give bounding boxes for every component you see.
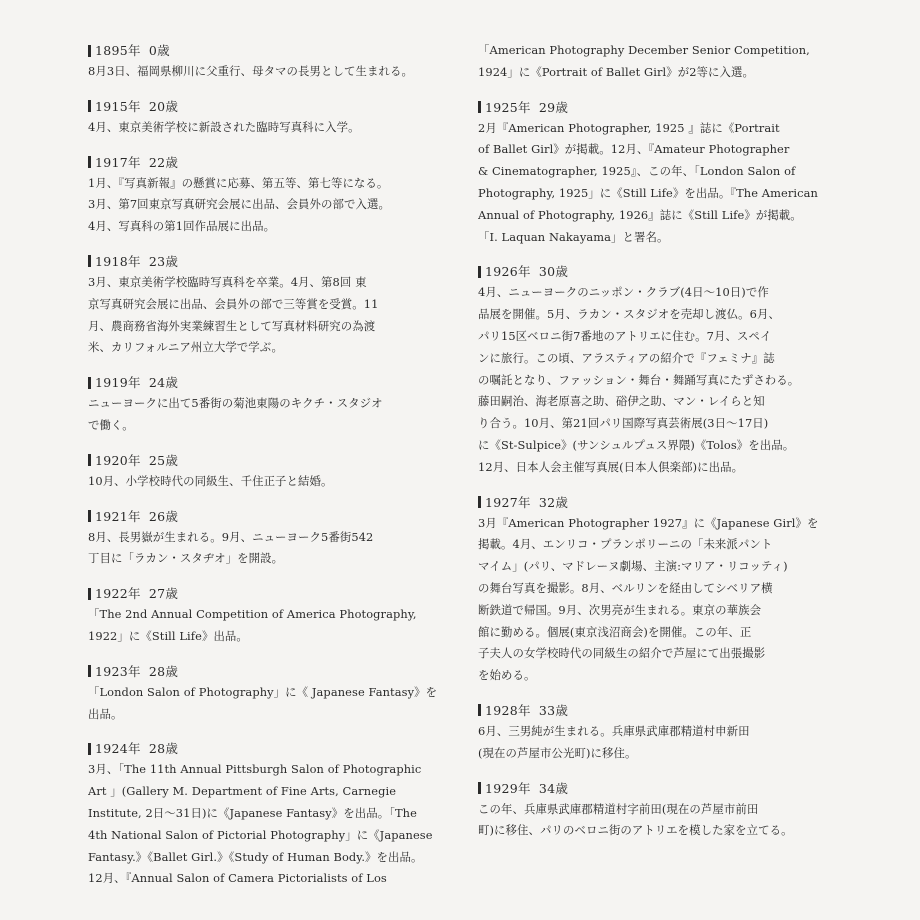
entry-age: 27歳 xyxy=(148,586,179,602)
entry-line: パリ15区ベロニ街7番地のアトリエに住む。7月、スペイ xyxy=(478,328,772,343)
heading-bar xyxy=(88,510,91,522)
entry-line: ニューヨークに出て5番街の菊池東陽のキクチ・スタジオ xyxy=(88,396,383,411)
entry-age: 24歳 xyxy=(148,375,179,391)
heading-bar xyxy=(478,101,481,113)
entry-year: 1926年 xyxy=(485,264,531,280)
entry-year: 1928年 xyxy=(485,702,531,718)
entry-age: 26歳 xyxy=(148,508,179,524)
entry-line: 10月、小学校時代の同級生、千住正子と結婚。 xyxy=(88,473,333,488)
entry-year: 1923年 xyxy=(95,663,141,679)
entry-line: 12月、『Annual Salon of Camera Pictorialists of Los xyxy=(88,871,387,886)
entry-body xyxy=(88,604,442,648)
entry-year: 1927年 xyxy=(485,494,531,510)
entry-line: 「London Salon of Photography」に《 Japanese Fantasy》を xyxy=(88,684,438,699)
entry-year: 1922年 xyxy=(95,586,141,602)
entry-age: 34歳 xyxy=(538,780,569,796)
entry-age: 30歳 xyxy=(538,264,569,280)
entry-year: 1917年 xyxy=(95,154,141,170)
entry-heading xyxy=(478,700,828,721)
entry-line: 断鉄道で帰国。9月、次男亮が生まれる。東京の華族会 xyxy=(478,602,762,617)
entry-body xyxy=(88,759,442,890)
entry-body xyxy=(478,282,828,478)
chronology-entry xyxy=(478,40,828,84)
entry-body xyxy=(88,527,442,571)
entry-body xyxy=(88,272,442,359)
entry-age: 22歳 xyxy=(148,154,179,170)
entry-line: Annual of Photography, 1926』誌に《Still Life》が掲載。 xyxy=(478,207,802,222)
heading-bar xyxy=(478,704,481,716)
chronology-entry xyxy=(88,152,442,238)
entry-year: 1925年 xyxy=(485,99,531,115)
entry-age: 29歳 xyxy=(538,99,569,115)
entry-heading xyxy=(88,96,442,117)
entry-body xyxy=(478,799,828,843)
entry-line: ンに旅行。この頃、アラスティアの紹介で『フェミナ』誌 xyxy=(478,350,775,365)
entry-body xyxy=(478,721,828,765)
entry-line: 3月、「The 11th Annual Pittsburgh Salon of Photographic xyxy=(88,762,422,777)
entry-body xyxy=(478,40,828,84)
chronology-entry xyxy=(88,96,442,139)
entry-line: で働く。 xyxy=(88,417,134,432)
entry-heading xyxy=(478,261,828,282)
heading-bar xyxy=(88,588,91,600)
entry-age: 23歳 xyxy=(148,253,179,269)
heading-bar xyxy=(88,743,91,755)
entry-age: 28歳 xyxy=(148,663,179,679)
entry-line: 1月、『写真新報』の懸賞に応募、第五等、第七等になる。 xyxy=(88,175,389,190)
heading-bar xyxy=(88,255,91,267)
entry-line: Institute, 2日〜31日)に《Japanese Fantasy》を出品。「The xyxy=(88,805,417,820)
entry-year: 1920年 xyxy=(95,452,141,468)
entry-year: 1919年 xyxy=(95,375,141,391)
entry-year: 1915年 xyxy=(95,98,141,114)
chronology-entry xyxy=(478,261,828,478)
entry-age: 25歳 xyxy=(148,452,179,468)
entry-age: 33歳 xyxy=(538,702,569,718)
entry-line: 丁目に「ラカン・スタヂオ」を開設。 xyxy=(88,551,284,566)
entry-line: 「The 2nd Annual Competition of America Photography, xyxy=(88,607,417,622)
entry-year: 1924年 xyxy=(95,741,141,757)
entry-line: を始める。 xyxy=(478,668,536,683)
entry-heading xyxy=(88,661,442,682)
entry-age: 0歳 xyxy=(148,43,170,58)
entry-body xyxy=(88,117,442,139)
entry-line: Art 」(Gallery M. Department of Fine Arts, Carnegie xyxy=(88,784,397,799)
entry-line: 4月、ニューヨークのニッポン・クラブ(4日〜10日)で作 xyxy=(478,285,769,300)
heading-bar xyxy=(478,496,481,508)
chronology-entry xyxy=(88,251,442,359)
entry-heading xyxy=(478,492,828,513)
entry-year: 1929年 xyxy=(485,780,531,796)
entry-heading xyxy=(88,372,442,393)
entry-age: 20歳 xyxy=(148,98,179,114)
entry-body xyxy=(88,471,442,493)
entry-line: & Cinematographer, 1925』、この年、「London Salon of xyxy=(478,164,796,179)
heading-bar xyxy=(478,266,481,278)
entry-year: 1895年 xyxy=(95,43,141,58)
entry-line: 京写真研究会展に出品、会員外の部で三等賞を受賞。11 xyxy=(88,296,379,311)
entry-heading xyxy=(88,583,442,604)
chronology-entry xyxy=(88,450,442,493)
entry-year: 1918年 xyxy=(95,253,141,269)
heading-bar xyxy=(88,156,91,168)
entry-line: 藤田嗣治、海老原喜之助、硲伊之助、マン・レイらと知 xyxy=(478,394,765,409)
entry-line: 「I. Laquan Nakayama」と署名。 xyxy=(478,229,669,244)
entry-body xyxy=(88,61,442,83)
entry-line: の舞台写真を撮影。8月、ベルリンを経由してシベリア横 xyxy=(478,580,773,595)
entry-body xyxy=(88,393,442,437)
chronology-entry xyxy=(478,700,828,765)
entry-heading xyxy=(88,152,442,173)
entry-line: 6月、三男純が生まれる。兵庫県武庫郡精道村申新田 xyxy=(478,723,750,738)
entry-line: 3月、東京美術学校臨時写真科を卒業。4月、第8回 東 xyxy=(88,274,367,289)
entry-line: 品展を開催。5月、ラカン・スタジオを売却し渡仏。6月、 xyxy=(478,307,780,322)
entry-body xyxy=(478,118,828,249)
chronology-entry xyxy=(88,661,442,726)
entry-body xyxy=(478,513,828,687)
entry-line: 8月3日、福岡県柳川に父重行、母タマの長男として生まれる。 xyxy=(88,64,413,78)
entry-line: 月、農商務省海外実業練習生として写真材料研究の為渡 xyxy=(88,318,376,333)
entry-line: に《St-Sulpice》(サンシュルプュス界隈)《Tolos》を出品。 xyxy=(478,437,795,452)
entry-line: 3月『American Photographer 1927』に《Japanese Girl》を xyxy=(478,515,819,530)
entry-heading xyxy=(478,97,828,118)
entry-line: 1922」に《Still Life》出品。 xyxy=(88,628,248,643)
entry-line: 4月、東京美術学校に新設された臨時写真科に入学。 xyxy=(88,119,360,134)
chronology-entry xyxy=(478,97,828,249)
chronology-entry xyxy=(88,583,442,648)
entry-age: 32歳 xyxy=(538,494,569,510)
entry-line: 館に勤める。個展(東京浅沼商会)を開催。この年、正 xyxy=(478,624,752,639)
chronology-entry xyxy=(88,738,442,890)
entry-line: 4th National Salon of Pictorial Photography」に《Japanese xyxy=(88,827,433,842)
entry-line: 掲載。4月、エンリコ・プランポリーニの「未来派パント xyxy=(478,537,773,552)
entry-line: 4月、写真科の第1回作品展に出品。 xyxy=(88,219,276,234)
entry-line: 町)に移住、パリのベロニ街のアトリエを模した家を立てる。 xyxy=(478,823,793,838)
entry-heading xyxy=(88,251,442,272)
entry-line: 「American Photography December Senior Competition, xyxy=(478,43,810,57)
left-column xyxy=(88,40,442,903)
entry-line: (現在の芦屋市公光町)に移住。 xyxy=(478,745,637,760)
entry-line: 米、カリフォルニア州立大学で学ぶ。 xyxy=(88,340,283,355)
chronology-entry xyxy=(88,372,442,437)
heading-bar xyxy=(88,665,91,677)
entry-line: Fantasy.》《Ballet Girl.》《Study of Human Body.》を出品。 xyxy=(88,849,423,864)
heading-bar xyxy=(478,782,481,794)
heading-bar xyxy=(88,454,91,466)
entry-heading xyxy=(88,738,442,759)
entry-heading xyxy=(88,40,442,61)
entry-line: 12月、日本人会主催写真展(日本人倶楽部)に出品。 xyxy=(478,459,744,474)
entry-line: 子夫人の女学校時代の同級生の紹介で芦屋にて出張撮影 xyxy=(478,646,766,661)
chronology-entry xyxy=(88,506,442,571)
entry-line: 2月『American Photographer, 1925 』誌に《Portrait xyxy=(478,120,780,135)
chronology-entry xyxy=(88,40,442,83)
entry-line: Photography, 1925」に《Still Life》を出品。『The American xyxy=(478,185,818,200)
entry-line: of Ballet Girl》が掲載。12月、『Amateur Photographer xyxy=(478,142,790,157)
chronology-entry xyxy=(478,492,828,687)
entry-line: 3月、第7回東京写真研究会展に出品、会員外の部で入選。 xyxy=(88,197,390,212)
entry-age: 28歳 xyxy=(148,741,179,757)
heading-bar xyxy=(88,377,91,389)
entry-line: り合う。10月、第21回パリ国際写真芸術展(3日〜17日) xyxy=(478,416,769,431)
entry-body xyxy=(88,173,442,238)
entry-line: マイム」(パリ、マドレーヌ劇場、主演:マリア・リコッティ) xyxy=(478,559,788,574)
chronology-entry xyxy=(478,778,828,843)
right-column xyxy=(478,40,828,855)
entry-line: この年、兵庫県武庫郡精道村字前田(現在の芦屋市前田 xyxy=(478,801,759,816)
entry-heading xyxy=(88,506,442,527)
entry-line: 8月、長男嶽が生まれる。9月、ニューヨーク5番街542 xyxy=(88,529,374,544)
entry-line: の嘱託となり、ファッション・舞台・舞踊写真にたずさわる。 xyxy=(478,372,800,387)
entry-heading xyxy=(88,450,442,471)
heading-bar xyxy=(88,100,91,112)
entry-line: 1924」に《Portrait of Ballet Girl》が2等に入選。 xyxy=(478,64,755,79)
entry-line: 出品。 xyxy=(88,706,123,721)
entry-year: 1921年 xyxy=(95,508,141,524)
heading-bar xyxy=(88,45,91,57)
entry-heading xyxy=(478,778,828,799)
entry-body xyxy=(88,682,442,726)
